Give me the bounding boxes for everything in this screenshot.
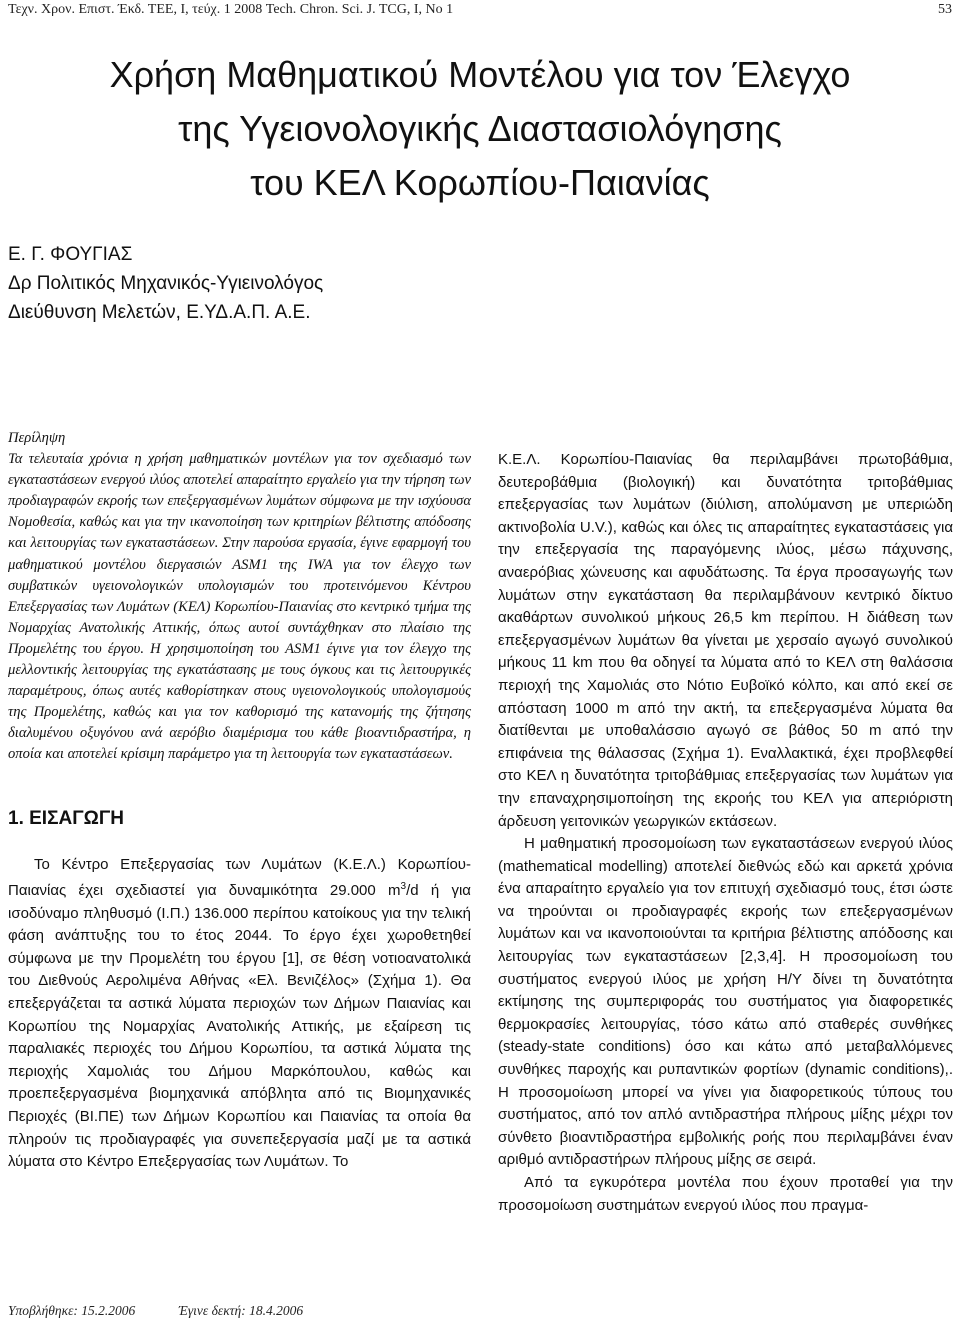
right-column [498,449,953,1217]
submission-dates [8,1303,508,1319]
author-name: Ε. Γ. ΦΟΥΓΙΑΣ [8,244,133,265]
introduction-paragraph-1 [8,854,471,1174]
introduction-paragraph-continued: Κ.Ε.Λ. Κορωπίου-Παιανίας θα περιλαμβάνει πρωτοβάθμια, δευτεροβάθμια (βιολογική) και δυνατότητα τριτοβάθμιας επεξεργασίας των λυμάτων (διύλιση, απολύμανση με υπεριώδη ακτινοβολία U.V.), καθώς και όλες τις απαραίτητες εγκαταστάσεις για την επεξεργασία της παραγόμενης ιλύος, μέσω πάχυνσης, αναερόβιας χώνευσης και αφυδάτωσης. Τα έργα προσαγωγής των λυμάτων στην εγκατάσταση θα περιλαμβάνουν κεντρικό δίκτυο ακαθάρτων συνολικού μήκους 26,5 km περίπου. Η διάθεση των επεξεργασμένων λυμάτων θα γίνεται με χερσαίο αγωγό συνολικού μήκους 11 km που θα οδηγεί τα λύματα από το ΚΕΛ στη θαλάσσια περιοχή της Χαμολιάς στο Νότιο Ευβοϊκό κόλπο, και από εκεί σε απόσταση 1000 m από την ακτή, τα επεξεργασμένα λύματα θα διατίθενται με υποθαλάσσιο αγωγό σε βάθος 50 m από την επιφάνεια της θάλασσας (Σχήμα 1). Εναλλακτικά, έχει προβλεφθεί στο ΚΕΛ η δυνατότητα τριτοβάθμιας επεξεργασίας των λυμάτων για την επαναχρησιμοποίηση της εκροής του ΚΕΛ για απεριόριστη άρδευση γειτονικών γεωργικών εκτάσεων. [498,451,953,830]
author-block [8,240,608,327]
paper-title [0,48,960,210]
intro-p1-superscript: 3 [400,881,407,893]
title-line-3: του ΚΕΛ Κορωπίου-Παιανίας [250,162,710,203]
section-heading-introduction: 1. ΕΙΣΑΓΩΓΗ [8,807,124,829]
accepted-date: Έγινε δεκτή: 18.4.2006 [178,1303,304,1318]
abstract-text: Τα τελευταία χρόνια η χρήση μαθηματικών μοντέλων για τον σχεδιασμό των εγκαταστάσεων ενεργού ιλύος αποτελεί απαραίτητο εργαλείο για την τήρηση των προδιαγραφών εκροής των επεξεργασμένων λυμάτων σύμφωνα με την ισχύουσα Νομοθεσία, καθώς και για την ικανοποίηση των κριτηρίων βέλτιστης απόδοσης και λειτουργίας των εγκαταστάσεων. Στην παρούσα εργασία, έγινε εφαρμογή του μαθηματικού μοντέλου διεργασιών ASM1 της IWA για τον έλεγχο των συμβατικών υγειονολογικών υπολογισμών του προτεινόμενου Κέντρου Επεξεργασίας των Λυμάτων (ΚΕΛ) Κορωπίου-Παιανίας στο κεντρικό τμήμα της Νομαρχίας Ανατολικής Αττικής, όπως αυτοί συντάχθηκαν στο πλαίσιο της Προμελέτης του έργου. Η χρησιμοποίηση του ASM1 έγινε για τον έλεγχο της μελλοντικής λειτουργίας της εγκατάστασης με τους όγκους και τις λειτουργικές παραμέτρους, όπως αυτές καθορίστηκαν στους υγειονολογικούς υπολογισμούς της Προμελέτης, καθώς και για τον καθορισμό της κατανομής της ζήτησης διαλυμένου οξυγόνου ανά αερόβιο διαμέρισμα του κάθε βιοαντιδραστήρα, η οποία και αποτελεί κρίσιμη παράμετρο για τη λειτουργία των εγκαταστάσεων. [8,451,471,763]
intro-p1-part-b: /d ή για ισοδύναμο πληθυσμό (Ι.Π.) 136.000 περίπου κατοίκους για την τελική φάση ανάπτυξης του το έτος 2044. Το έργο έχει χωροθετηθεί σύμφωνα με την Προμελέτη του έργου [1], σε θέση νοτιοανατολικά του Διεθνούς Αερολιμένα Αθήνας «Ελ. Βενιζέλος» (Σχήμα 1). Θα επεξεργάζεται τα αστικά λύματα περιοχών των Δήμων Παιανίας και Κορωπίου της Νομαρχίας Ανατολικής Αττικής, με εξαίρεση τις παραλιακές περιοχές του Δήμου Κορωπίου, τα αστικά λύματα της περιοχής Χαμολιάς του Δήμου Μαρκόπουλου, καθώς και προεπεξεργασμένα βιομηχανικά απόβλητα από τις Βιομηχανικές Περιοχές (ΒΙ.ΠΕ) των Δήμων Κορωπίου και Παιανίας τα οποία θα πληρούν τις προδιαγραφές για συνεπεξεργασία μαζί με τα αστικά λύματα στο Κέντρο Επεξεργασίας των Λυμάτων. Το [8,882,471,1171]
abstract-heading: Περίληψη [8,430,66,446]
introduction-right-text [498,449,953,1217]
introduction-paragraph-3: Από τα εγκυρότερα μοντέλα που έχουν προταθεί για την προσομοίωση συστημάτων ενεργού ιλύος που πραγμα- [498,1174,953,1214]
running-header [8,2,952,24]
submitted-date: Υποβλήθηκε: 15.2.2006 [8,1303,136,1318]
journal-citation: Τεχν. Χρον. Επιστ. Έκδ. ΤΕΕ, Ι, τεύχ. 1 2008 Tech. Chron. Sci. J. TCG, I, No 1 [8,2,454,17]
author-role: Δρ Πολιτικός Μηχανικός-Υγιεινολόγος [8,273,324,294]
title-line-1: Χρήση Μαθηματικού Μοντέλου για τον Έλεγχο [109,54,851,95]
abstract [8,428,471,766]
left-column [8,428,471,1174]
title-line-2: της Υγειονολογικής Διαστασιολόγησης [178,108,782,149]
intro-p1-part-a: Το Κέντρο Επεξεργασίας των Λυμάτων (Κ.Ε.Λ.) Κορωπίου-Παιανίας έχει σχεδιαστεί για δυναμικότητα 29.000 m [8,855,471,900]
introduction-left-text [8,854,471,1174]
page-number: 53 [938,2,952,17]
author-affiliation: Διεύθυνση Μελετών, Ε.ΥΔ.Α.Π. Α.Ε. [8,302,311,323]
introduction-paragraph-2: Η μαθηματική προσομοίωση των εγκαταστάσεων ενεργού ιλύος (mathematical modelling) αποτελεί διεθνώς εδώ και αρκετά χρόνια ένα απαραίτητο εργαλείο για τον επιτυχή σχεδιασμό τους, έτσι ώστε να τηρούνται οι προδιαγραφές εκροής των επεξεργασμένων λυμάτων και να ικανοποιούνται τα κριτήρια βέλτιστης απόδοσης και λειτουργίας των εγκαταστάσεων [2,3,4]. Η προσομοίωση του συστήματος ενεργού ιλύος με χρήση Η/Υ δίνει τη δυνατότητα εκτίμησης της συμπεριφοράς του συστήματος για διαφορετικές θερμοκρασίες λειτουργίας, τόσο κάτω από σταθερές συνθήκες (steady-state conditions) όσο και κάτω από μεταβαλλόμενες συνθήκες παροχής και ρυπαντικών φορτίων (dynamic conditions),. Η προσομοίωση μπορεί να γίνει για διαφορετικούς τύπους του συστήματος, από τον απλό αντιδραστήρα πλήρους μίξης μέχρι τον σύνθετο βιοαντιδραστήρα εμβολικής ροής που περιλαμβάνει έναν αριθμό αντιδραστήρων πλήρους μίξης σε σειρά. [498,835,953,1169]
